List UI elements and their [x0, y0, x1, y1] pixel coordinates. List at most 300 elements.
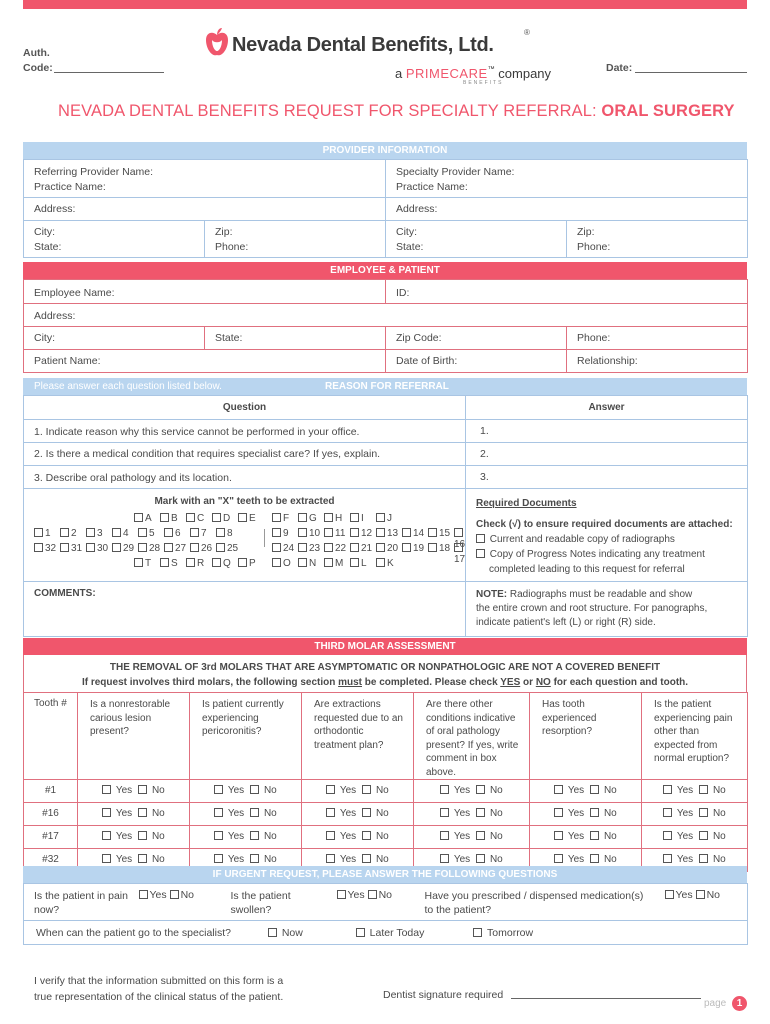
q2-yes-checkbox[interactable]	[337, 890, 346, 899]
signature-field[interactable]	[511, 998, 701, 999]
employee-name-cell[interactable]	[24, 280, 386, 304]
employee-state-cell[interactable]	[205, 327, 386, 350]
tooth-23-label: 23	[309, 543, 321, 554]
required-docs-cell	[466, 489, 748, 582]
provider-info-header: PROVIDER INFORMATION	[23, 142, 747, 159]
molar-answer-cell	[642, 826, 748, 849]
state-label: State:	[34, 241, 62, 253]
tooth-17-checkbox[interactable]	[454, 543, 463, 552]
referral-title: REASON FOR REFERRAL	[325, 381, 449, 392]
molar-no-checkbox[interactable]	[138, 854, 147, 863]
tooth-20-label: 20	[387, 543, 399, 554]
verify-line-1: I verify that the information submitted on this form is a	[34, 975, 284, 987]
tooth-29[interactable]	[112, 543, 134, 554]
tooth-S[interactable]	[160, 558, 178, 569]
tooth-8[interactable]	[216, 528, 233, 539]
date-label: Date:	[606, 62, 633, 74]
tooth-15-checkbox[interactable]	[428, 528, 437, 537]
tooth-16-checkbox[interactable]	[454, 528, 463, 537]
specialty-city-cell[interactable]	[386, 221, 567, 258]
molar-no-label: No	[151, 854, 165, 865]
tooth-M-checkbox[interactable]	[324, 558, 333, 567]
tooth-21[interactable]	[350, 543, 372, 554]
specialist-timing-cell	[24, 921, 748, 945]
molar-no-checkbox[interactable]	[699, 854, 708, 863]
tooth-6-label: 6	[175, 528, 181, 539]
teeth-chart	[24, 507, 465, 577]
tooth-E[interactable]	[238, 513, 256, 524]
referring-provider-label: Referring Provider Name:	[34, 166, 154, 178]
tooth-J[interactable]	[376, 513, 392, 524]
tooth-11[interactable]	[324, 528, 345, 539]
tooth-20-checkbox[interactable]	[376, 543, 385, 552]
tooth-T[interactable]	[134, 558, 151, 569]
employee-zip-cell[interactable]	[386, 327, 567, 350]
tooth-D-checkbox[interactable]	[212, 513, 221, 522]
employee-patient-table	[23, 279, 748, 373]
molar-yes-checkbox[interactable]	[663, 808, 672, 817]
id-label: ID:	[396, 287, 410, 299]
molar-yes-checkbox[interactable]	[102, 831, 111, 840]
answer-1-field[interactable]: 1.	[466, 420, 748, 443]
tooth-1-checkbox[interactable]	[34, 528, 43, 537]
tooth-F[interactable]	[272, 513, 289, 524]
tooth-32-checkbox[interactable]	[34, 543, 43, 552]
tooth-30-checkbox[interactable]	[86, 543, 95, 552]
tooth-4[interactable]	[112, 528, 129, 539]
molar-no-label: No	[489, 854, 503, 865]
tooth-11-label: 11	[335, 528, 346, 539]
tooth-B-checkbox[interactable]	[160, 513, 169, 522]
molar-yes-checkbox[interactable]	[102, 854, 111, 863]
molar-no-checkbox[interactable]	[250, 831, 259, 840]
tooth-18-checkbox[interactable]	[428, 543, 437, 552]
q1-yes-checkbox[interactable]	[139, 890, 148, 899]
tooth-A-checkbox[interactable]	[134, 513, 143, 522]
tooth-31-checkbox[interactable]	[60, 543, 69, 552]
dob-cell[interactable]	[386, 350, 567, 373]
molar-no-checkbox[interactable]	[699, 808, 708, 817]
referral-table	[23, 395, 748, 637]
molar-yes-label: Yes	[676, 785, 694, 796]
molar-no-label: No	[151, 808, 165, 819]
molar-question-6: Is the patient experiencing pain other than expected from normal eruption?	[642, 693, 748, 780]
tooth-30[interactable]	[86, 543, 108, 554]
molar-no-checkbox[interactable]	[476, 854, 485, 863]
molar-no-label: No	[375, 854, 389, 865]
specialist-timing-question: When can the patient go to the specialist?	[36, 927, 231, 939]
urgent-q3: Have you prescribed / dispensed medication(s) to the patient?	[415, 884, 655, 921]
tooth-32-label: 32	[45, 543, 57, 554]
tooth-4-checkbox[interactable]	[112, 528, 121, 537]
employee-phone-cell[interactable]	[567, 327, 748, 350]
molar-yes-label: Yes	[567, 785, 585, 796]
tooth-Q[interactable]	[212, 558, 231, 569]
molar-no-label: No	[489, 831, 503, 842]
urgent-q1-options	[129, 884, 221, 921]
tomorrow-checkbox[interactable]	[473, 928, 482, 937]
specialty-provider-cell[interactable]	[386, 160, 748, 198]
tooth-9-label: 9	[283, 528, 289, 539]
tooth-N-checkbox[interactable]	[298, 558, 307, 567]
date-field[interactable]	[635, 72, 747, 73]
tooth-27-label: 27	[175, 543, 187, 554]
molar-yes-checkbox[interactable]	[326, 808, 335, 817]
teeth-chart-cell	[24, 489, 466, 582]
tooth-Q-checkbox[interactable]	[212, 558, 221, 567]
molar-yes-checkbox[interactable]	[326, 831, 335, 840]
provider-address-cell[interactable]	[24, 198, 386, 221]
tooth-G[interactable]	[298, 513, 317, 524]
relationship-cell[interactable]	[567, 350, 748, 373]
tooth-B[interactable]	[160, 513, 178, 524]
tooth-R-label: R	[197, 558, 205, 569]
molar-no-label: No	[489, 785, 503, 796]
tooth-5-label: 5	[149, 528, 155, 539]
tooth-O-checkbox[interactable]	[272, 558, 281, 567]
tooth-26[interactable]	[190, 543, 212, 554]
molar-yes-checkbox[interactable]	[554, 854, 563, 863]
molar-yes-checkbox[interactable]	[214, 831, 223, 840]
tooth-9[interactable]	[272, 528, 289, 539]
specialty-provider-label: Specialty Provider Name:	[396, 166, 515, 178]
molar-yes-label: Yes	[115, 808, 133, 819]
address-label: Address:	[34, 203, 76, 215]
molar-no-checkbox[interactable]	[138, 808, 147, 817]
tooth-22-label: 22	[335, 543, 347, 554]
tooth-F-checkbox[interactable]	[272, 513, 281, 522]
tomorrow-label: Tomorrow	[487, 927, 534, 939]
molar-yes-checkbox[interactable]	[214, 808, 223, 817]
tooth-L[interactable]	[350, 558, 367, 569]
notice2-part-c: or	[520, 677, 536, 688]
relationship-label: Relationship:	[577, 355, 638, 367]
tooth-12-checkbox[interactable]	[350, 528, 359, 537]
tooth-R-checkbox[interactable]	[186, 558, 195, 567]
molar-answer-cell	[530, 780, 642, 803]
urgent-q3-options	[655, 884, 748, 921]
specialty-zip-cell[interactable]	[567, 221, 748, 258]
provider-info-table	[23, 159, 748, 258]
molar-no-checkbox[interactable]	[138, 831, 147, 840]
notice2-must: must	[338, 677, 363, 688]
tooth-22[interactable]	[324, 543, 346, 554]
molar-yes-label: Yes	[453, 785, 471, 796]
molar-no-label: No	[375, 785, 389, 796]
third-molar-table	[23, 692, 748, 872]
molar-no-checkbox[interactable]	[476, 831, 485, 840]
molar-no-label: No	[263, 808, 277, 819]
tooth-L-checkbox[interactable]	[350, 558, 359, 567]
tooth-B-label: B	[171, 513, 178, 524]
molar-tooth-label: #17	[24, 826, 78, 849]
q2-no-checkbox[interactable]	[368, 890, 377, 899]
tooth-I-checkbox[interactable]	[350, 513, 359, 522]
molar-no-checkbox[interactable]	[138, 785, 147, 794]
molar-no-checkbox[interactable]	[362, 785, 371, 794]
employee-address-label: Address:	[34, 310, 76, 322]
tooth-32[interactable]	[34, 543, 56, 554]
practice-name-label-2: Practice Name:	[396, 181, 468, 193]
molar-question-2: Is patient currently experiencing pericoronitis?	[190, 693, 302, 780]
molar-yes-checkbox[interactable]	[663, 785, 672, 794]
molar-answer-cell	[190, 826, 302, 849]
tooth-22-checkbox[interactable]	[324, 543, 333, 552]
tooth-19-checkbox[interactable]	[402, 543, 411, 552]
molar-no-checkbox[interactable]	[362, 808, 371, 817]
tooth-2-checkbox[interactable]	[60, 528, 69, 537]
molar-no-checkbox[interactable]	[476, 785, 485, 794]
molar-no-label: No	[603, 785, 617, 796]
tooth-K-checkbox[interactable]	[376, 558, 385, 567]
tooth-P[interactable]	[238, 558, 256, 569]
apple-logo-icon	[204, 27, 230, 59]
molar-answer-cell	[190, 803, 302, 826]
molar-no-checkbox[interactable]	[590, 808, 599, 817]
molar-no-label: No	[375, 831, 389, 842]
molar-yes-checkbox[interactable]	[102, 785, 111, 794]
tooth-S-checkbox[interactable]	[160, 558, 169, 567]
tooth-24-checkbox[interactable]	[272, 543, 281, 552]
tooth-H-checkbox[interactable]	[324, 513, 333, 522]
patient-name-cell[interactable]	[24, 350, 386, 373]
molar-yes-checkbox[interactable]	[326, 854, 335, 863]
molar-no-label: No	[151, 831, 165, 842]
molar-yes-label: Yes	[115, 785, 133, 796]
molar-yes-label: Yes	[339, 785, 357, 796]
tooth-31[interactable]	[60, 543, 82, 554]
tooth-14-checkbox[interactable]	[402, 528, 411, 537]
tooth-23-checkbox[interactable]	[298, 543, 307, 552]
employee-patient-header: EMPLOYEE & PATIENT	[23, 262, 747, 279]
molar-no-checkbox[interactable]	[699, 831, 708, 840]
molar-yes-checkbox[interactable]	[440, 808, 449, 817]
tooth-G-checkbox[interactable]	[298, 513, 307, 522]
molar-no-label: No	[151, 785, 165, 796]
tooth-18[interactable]	[428, 543, 450, 554]
molar-answer-cell	[642, 803, 748, 826]
tooth-13-label: 13	[387, 528, 399, 539]
molar-no-label: No	[712, 854, 726, 865]
tooth-14[interactable]	[402, 528, 424, 539]
state-label-2: State:	[396, 241, 424, 253]
tooth-12-label: 12	[361, 528, 373, 539]
tooth-26-checkbox[interactable]	[190, 543, 199, 552]
tooth-I[interactable]	[350, 513, 364, 524]
tooth-20[interactable]	[376, 543, 398, 554]
molar-no-checkbox[interactable]	[250, 854, 259, 863]
tooth-25-checkbox[interactable]	[216, 543, 225, 552]
molar-yes-checkbox[interactable]	[214, 854, 223, 863]
molar-yes-checkbox[interactable]	[663, 854, 672, 863]
employee-address-cell[interactable]	[24, 304, 748, 327]
molar-no-checkbox[interactable]	[362, 831, 371, 840]
molar-answer-cell	[414, 803, 530, 826]
tooth-17[interactable]	[454, 543, 465, 565]
tooth-6-checkbox[interactable]	[164, 528, 173, 537]
molar-no-checkbox[interactable]	[362, 854, 371, 863]
q3-yes-checkbox[interactable]	[665, 890, 674, 899]
tooth-5-checkbox[interactable]	[138, 528, 147, 537]
q1-no-checkbox[interactable]	[170, 890, 179, 899]
molar-no-checkbox[interactable]	[699, 785, 708, 794]
urgent-table	[23, 883, 748, 945]
molar-no-checkbox[interactable]	[590, 831, 599, 840]
molar-yes-label: Yes	[115, 854, 133, 865]
tooth-19[interactable]	[402, 543, 424, 554]
doc1-label: Current and readable copy of radiographs	[489, 534, 675, 545]
tooth-C-checkbox[interactable]	[186, 513, 195, 522]
molar-yes-checkbox[interactable]	[663, 831, 672, 840]
later-today-checkbox[interactable]	[356, 928, 365, 937]
tooth-25[interactable]	[216, 543, 238, 554]
comments-field[interactable]: COMMENTS:	[24, 582, 466, 637]
tooth-13-checkbox[interactable]	[376, 528, 385, 537]
note-cell	[466, 582, 748, 637]
urgent-header: IF URGENT REQUEST, PLEASE ANSWER THE FOLLOWING QUESTIONS	[23, 866, 747, 883]
molar-yes-checkbox[interactable]	[326, 785, 335, 794]
molar-yes-checkbox[interactable]	[440, 854, 449, 863]
tooth-13[interactable]	[376, 528, 398, 539]
employee-id-cell[interactable]	[386, 280, 748, 304]
tooth-24[interactable]	[272, 543, 294, 554]
tooth-29-checkbox[interactable]	[112, 543, 121, 552]
tooth-3-checkbox[interactable]	[86, 528, 95, 537]
tooth-A[interactable]	[134, 513, 152, 524]
tooth-23[interactable]	[298, 543, 320, 554]
tooth-15[interactable]	[428, 528, 450, 539]
molar-yes-checkbox[interactable]	[440, 831, 449, 840]
provider-zip-cell[interactable]	[205, 221, 386, 258]
molar-answer-cell	[302, 803, 414, 826]
tooth-5[interactable]	[138, 528, 155, 539]
tooth-C[interactable]	[186, 513, 204, 524]
molar-no-checkbox[interactable]	[590, 854, 599, 863]
q3-no-checkbox[interactable]	[696, 890, 705, 899]
molar-no-label: No	[375, 808, 389, 819]
tooth-M-label: M	[335, 558, 344, 569]
specialty-address-cell[interactable]	[386, 198, 748, 221]
tooth-D[interactable]	[212, 513, 230, 524]
molar-yes-label: Yes	[453, 808, 471, 819]
tooth-R[interactable]	[186, 558, 204, 569]
tooth-O[interactable]	[272, 558, 291, 569]
title-main: NEVADA DENTAL BENEFITS REQUEST FOR SPECIALTY REFERRAL:	[58, 102, 602, 120]
tooth-8-checkbox[interactable]	[216, 528, 225, 537]
answer-2-field[interactable]: 2.	[466, 443, 748, 466]
answer-3-field[interactable]: 3.	[466, 466, 748, 489]
molar-no-checkbox[interactable]	[250, 785, 259, 794]
molar-yes-checkbox[interactable]	[102, 808, 111, 817]
tooth-16-label: 16	[454, 539, 466, 550]
molar-tooth-label: #1	[24, 780, 78, 803]
patient-name-label: Patient Name:	[34, 355, 101, 367]
molar-no-checkbox[interactable]	[590, 785, 599, 794]
tooth-P-label: P	[249, 558, 256, 569]
tooth-3[interactable]	[86, 528, 103, 539]
tooth-6[interactable]	[164, 528, 181, 539]
page-title	[58, 102, 735, 121]
molar-yes-checkbox[interactable]	[440, 785, 449, 794]
tooth-28-checkbox[interactable]	[138, 543, 147, 552]
q3-yes-label: Yes	[675, 889, 693, 901]
molar-answer-cell	[642, 780, 748, 803]
tooth-J-checkbox[interactable]	[376, 513, 385, 522]
tooth-21-checkbox[interactable]	[350, 543, 359, 552]
molar-yes-label: Yes	[676, 854, 694, 865]
check-instruction: Check (√) to ensure required documents are attached:	[476, 519, 733, 530]
molar-yes-checkbox[interactable]	[554, 831, 563, 840]
tooth-11-checkbox[interactable]	[324, 528, 333, 537]
molar-yes-checkbox[interactable]	[214, 785, 223, 794]
tooth-M[interactable]	[324, 558, 343, 569]
urgent-q2: Is the patient swollen?	[221, 884, 327, 921]
tagline-primecare: PRIMECARE	[405, 66, 488, 81]
tooth-col-header: Tooth #	[24, 693, 78, 780]
now-checkbox[interactable]	[268, 928, 277, 937]
molar-question-5: Has tooth experienced resorption?	[530, 693, 642, 780]
teeth-chart-title: Mark with an "X" teeth to be extracted	[154, 496, 335, 507]
q2-no-label: No	[378, 889, 392, 901]
tooth-27[interactable]	[164, 543, 186, 554]
molar-answer-cell	[78, 780, 190, 803]
tooth-1[interactable]	[34, 528, 51, 539]
tooth-10-checkbox[interactable]	[298, 528, 307, 537]
tooth-H[interactable]	[324, 513, 342, 524]
tooth-19-label: 19	[413, 543, 425, 554]
doc2-checkbox[interactable]	[476, 549, 485, 558]
tooth-2[interactable]	[60, 528, 77, 539]
tooth-N[interactable]	[298, 558, 316, 569]
tooth-A-label: A	[145, 513, 152, 524]
tooth-P-checkbox[interactable]	[238, 558, 247, 567]
tooth-25-label: 25	[227, 543, 239, 554]
doc1-checkbox[interactable]	[476, 534, 485, 543]
molar-yes-label: Yes	[567, 808, 585, 819]
molar-question-1: Is a nonrestorable carious lesion present?	[78, 693, 190, 780]
molar-no-checkbox[interactable]	[250, 808, 259, 817]
tooth-9-checkbox[interactable]	[272, 528, 281, 537]
provider-city-cell[interactable]	[24, 221, 205, 258]
molar-yes-checkbox[interactable]	[554, 808, 563, 817]
tooth-29-label: 29	[123, 543, 135, 554]
employee-city-label: City:	[34, 332, 55, 344]
tooth-E-checkbox[interactable]	[238, 513, 247, 522]
molar-yes-checkbox[interactable]	[554, 785, 563, 794]
tooth-7-checkbox[interactable]	[190, 528, 199, 537]
tooth-K[interactable]	[376, 558, 394, 569]
employee-city-cell[interactable]	[24, 327, 205, 350]
tooth-27-checkbox[interactable]	[164, 543, 173, 552]
tooth-10[interactable]	[298, 528, 320, 539]
auth-code-field[interactable]	[54, 72, 164, 73]
q1-yes-label: Yes	[149, 889, 167, 901]
tooth-24-label: 24	[283, 543, 295, 554]
molar-answer-cell	[530, 826, 642, 849]
question-1: 1. Indicate reason why this service cannot be performed in your office.	[24, 420, 466, 443]
tagline	[395, 66, 552, 86]
referring-provider-cell[interactable]	[24, 160, 386, 198]
tooth-18-label: 18	[439, 543, 451, 554]
tooth-28[interactable]	[138, 543, 160, 554]
tooth-7[interactable]	[190, 528, 207, 539]
tooth-12[interactable]	[350, 528, 372, 539]
molar-no-checkbox[interactable]	[476, 808, 485, 817]
tooth-4-label: 4	[123, 528, 129, 539]
molar-yes-label: Yes	[339, 808, 357, 819]
molar-yes-label: Yes	[115, 831, 133, 842]
tooth-T-checkbox[interactable]	[134, 558, 143, 567]
